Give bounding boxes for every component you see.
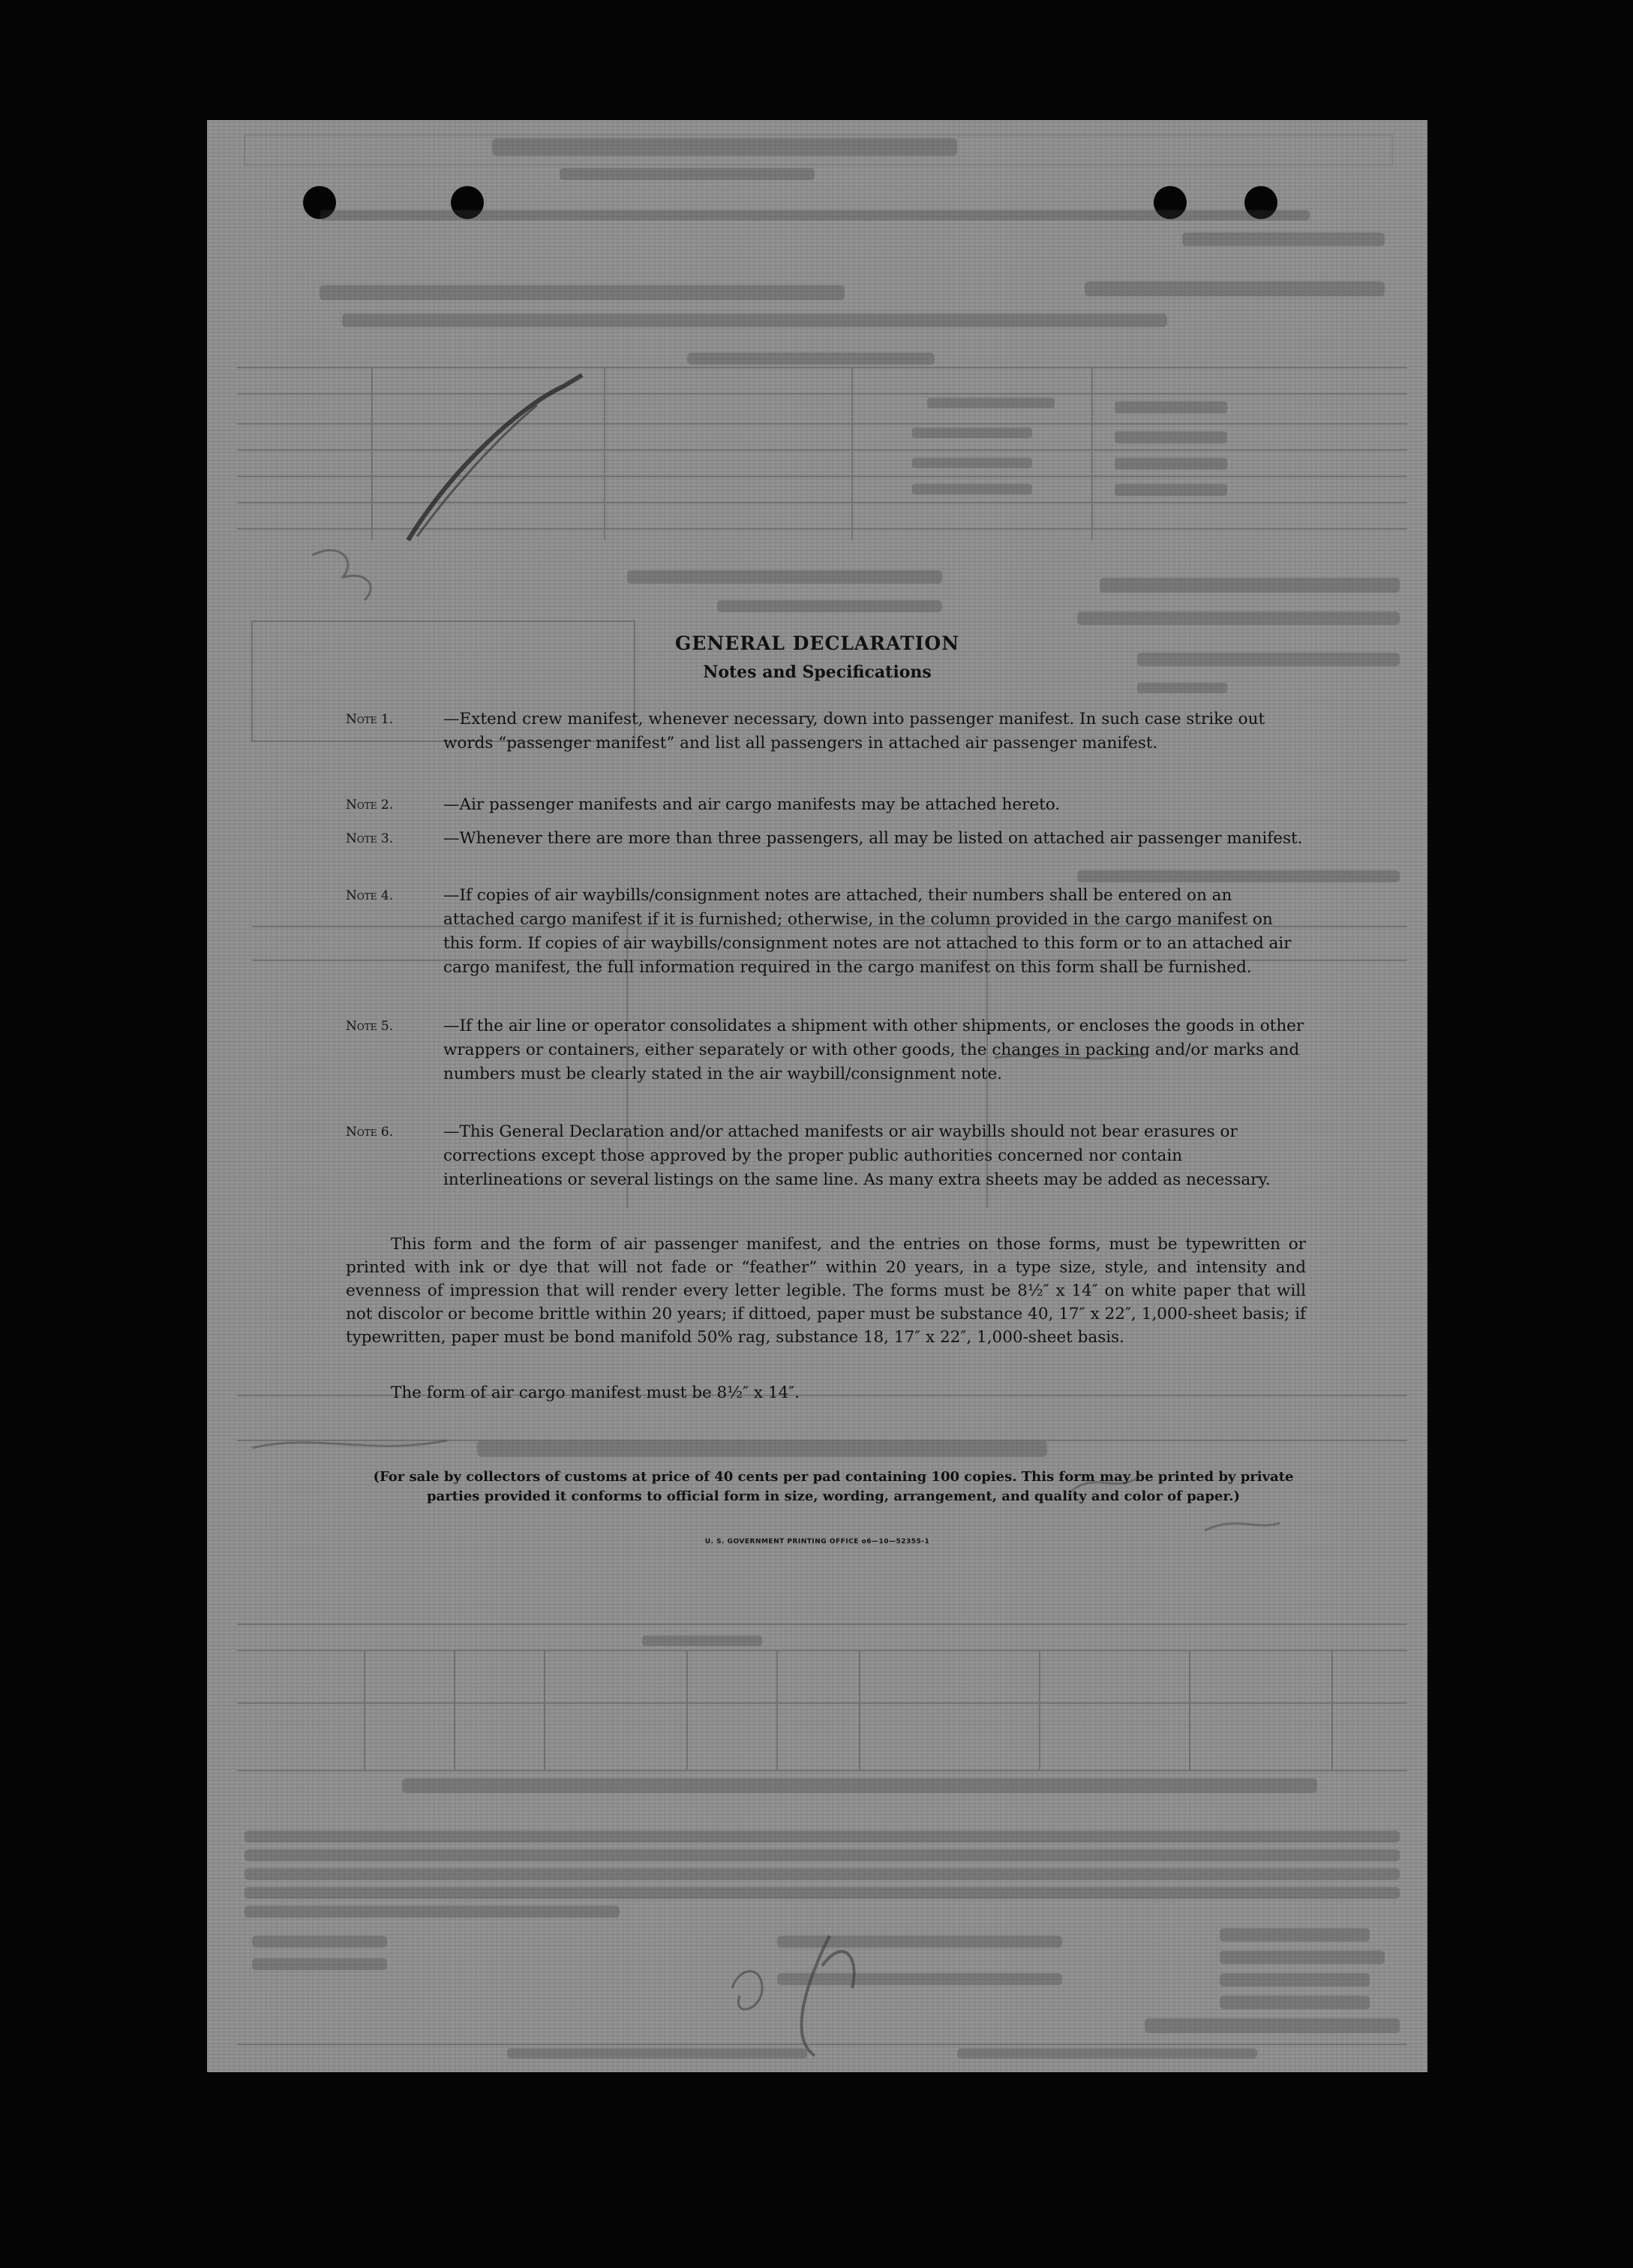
note-1 xyxy=(346,707,1306,755)
note-6 xyxy=(346,1120,1306,1192)
note-text: —Extend crew manifest, whenever necessary, down into passenger manifest. In such case strike out words “passenger manifest” and list all passengers in attached air passenger manifest. xyxy=(443,710,1265,752)
note-text: —Air passenger manifests and air cargo manifests may be attached hereto. xyxy=(443,795,1061,814)
form-specification-paragraph: This form and the form of air passenger manifest, and the entries on those forms, must be typewritten or printed with ink or dye that will not fade or “feather” within 20 years, in a type size, style, and intensity and evenness of impression that will render every letter legible. The forms must be 8½″ x 14″ on white paper that will not discolor or become brittle within 20 years; if dittoed, paper must be substance 40, 17″ x 22″, 1,000-sheet basis; if typewritten, paper must be bond manifold 50% rag, substance 18, 17″ x 22″, 1,000-sheet basis. xyxy=(346,1235,1306,1347)
note-label: Note 1. xyxy=(346,712,394,727)
document-sheet xyxy=(207,120,1427,2072)
note-label: Note 2. xyxy=(346,798,394,813)
note-label: Note 3. xyxy=(346,831,394,846)
cargo-manifest-size-note: The form of air cargo manifest must be 8½″ x 14″. xyxy=(391,1383,800,1402)
note-3 xyxy=(346,827,1306,851)
sale-note: (For sale by collectors of customs at price of 40 cents per pad containing 100 copies. This form may be printed by private parties provided it conforms to official form in size, wording, arrangement, and quality and color of paper.) xyxy=(373,1469,1294,1504)
printing-office-imprint: U. S. GOVERNMENT PRINTING OFFICE o6—10—52355-1 xyxy=(704,1538,930,1546)
note-5 xyxy=(346,1014,1306,1086)
note-label: Note 6. xyxy=(346,1125,394,1140)
declaration-subtitle: Notes and Specifications xyxy=(703,662,932,682)
note-4 xyxy=(346,884,1306,980)
declaration-title: GENERAL DECLARATION xyxy=(674,632,960,654)
ink-marks xyxy=(207,120,1427,2072)
note-label: Note 4. xyxy=(346,888,394,903)
note-text: —This General Declaration and/or attached manifests or air waybills should not bear erasures or corrections except those approved by the proper public authorities concerned nor contain interlineations or several listings on the same line. As many extra sheets may be added as necessary. xyxy=(443,1122,1271,1189)
note-2 xyxy=(346,793,1306,817)
note-label: Note 5. xyxy=(346,1019,394,1034)
note-text: —If copies of air waybills/consignment notes are attached, their numbers shall be entered on an attached cargo manifest if it is furnished; otherwise, in the column provided in the cargo manifest on this form. If copies of air waybills/consignment notes are not attached to this form or to an attached air cargo manifest, the full information required in the cargo manifest on this form shall be furnished. xyxy=(443,886,1292,977)
note-text: —If the air line or operator consolidates a shipment with other shipments, or encloses the goods in other wrappers or containers, either separately or with other goods, the changes in packing and/or marks and numbers must be clearly stated in the air waybill/consignment note. xyxy=(443,1017,1304,1083)
note-text: —Whenever there are more than three passengers, all may be listed on attached air passenger manifest. xyxy=(443,829,1303,848)
